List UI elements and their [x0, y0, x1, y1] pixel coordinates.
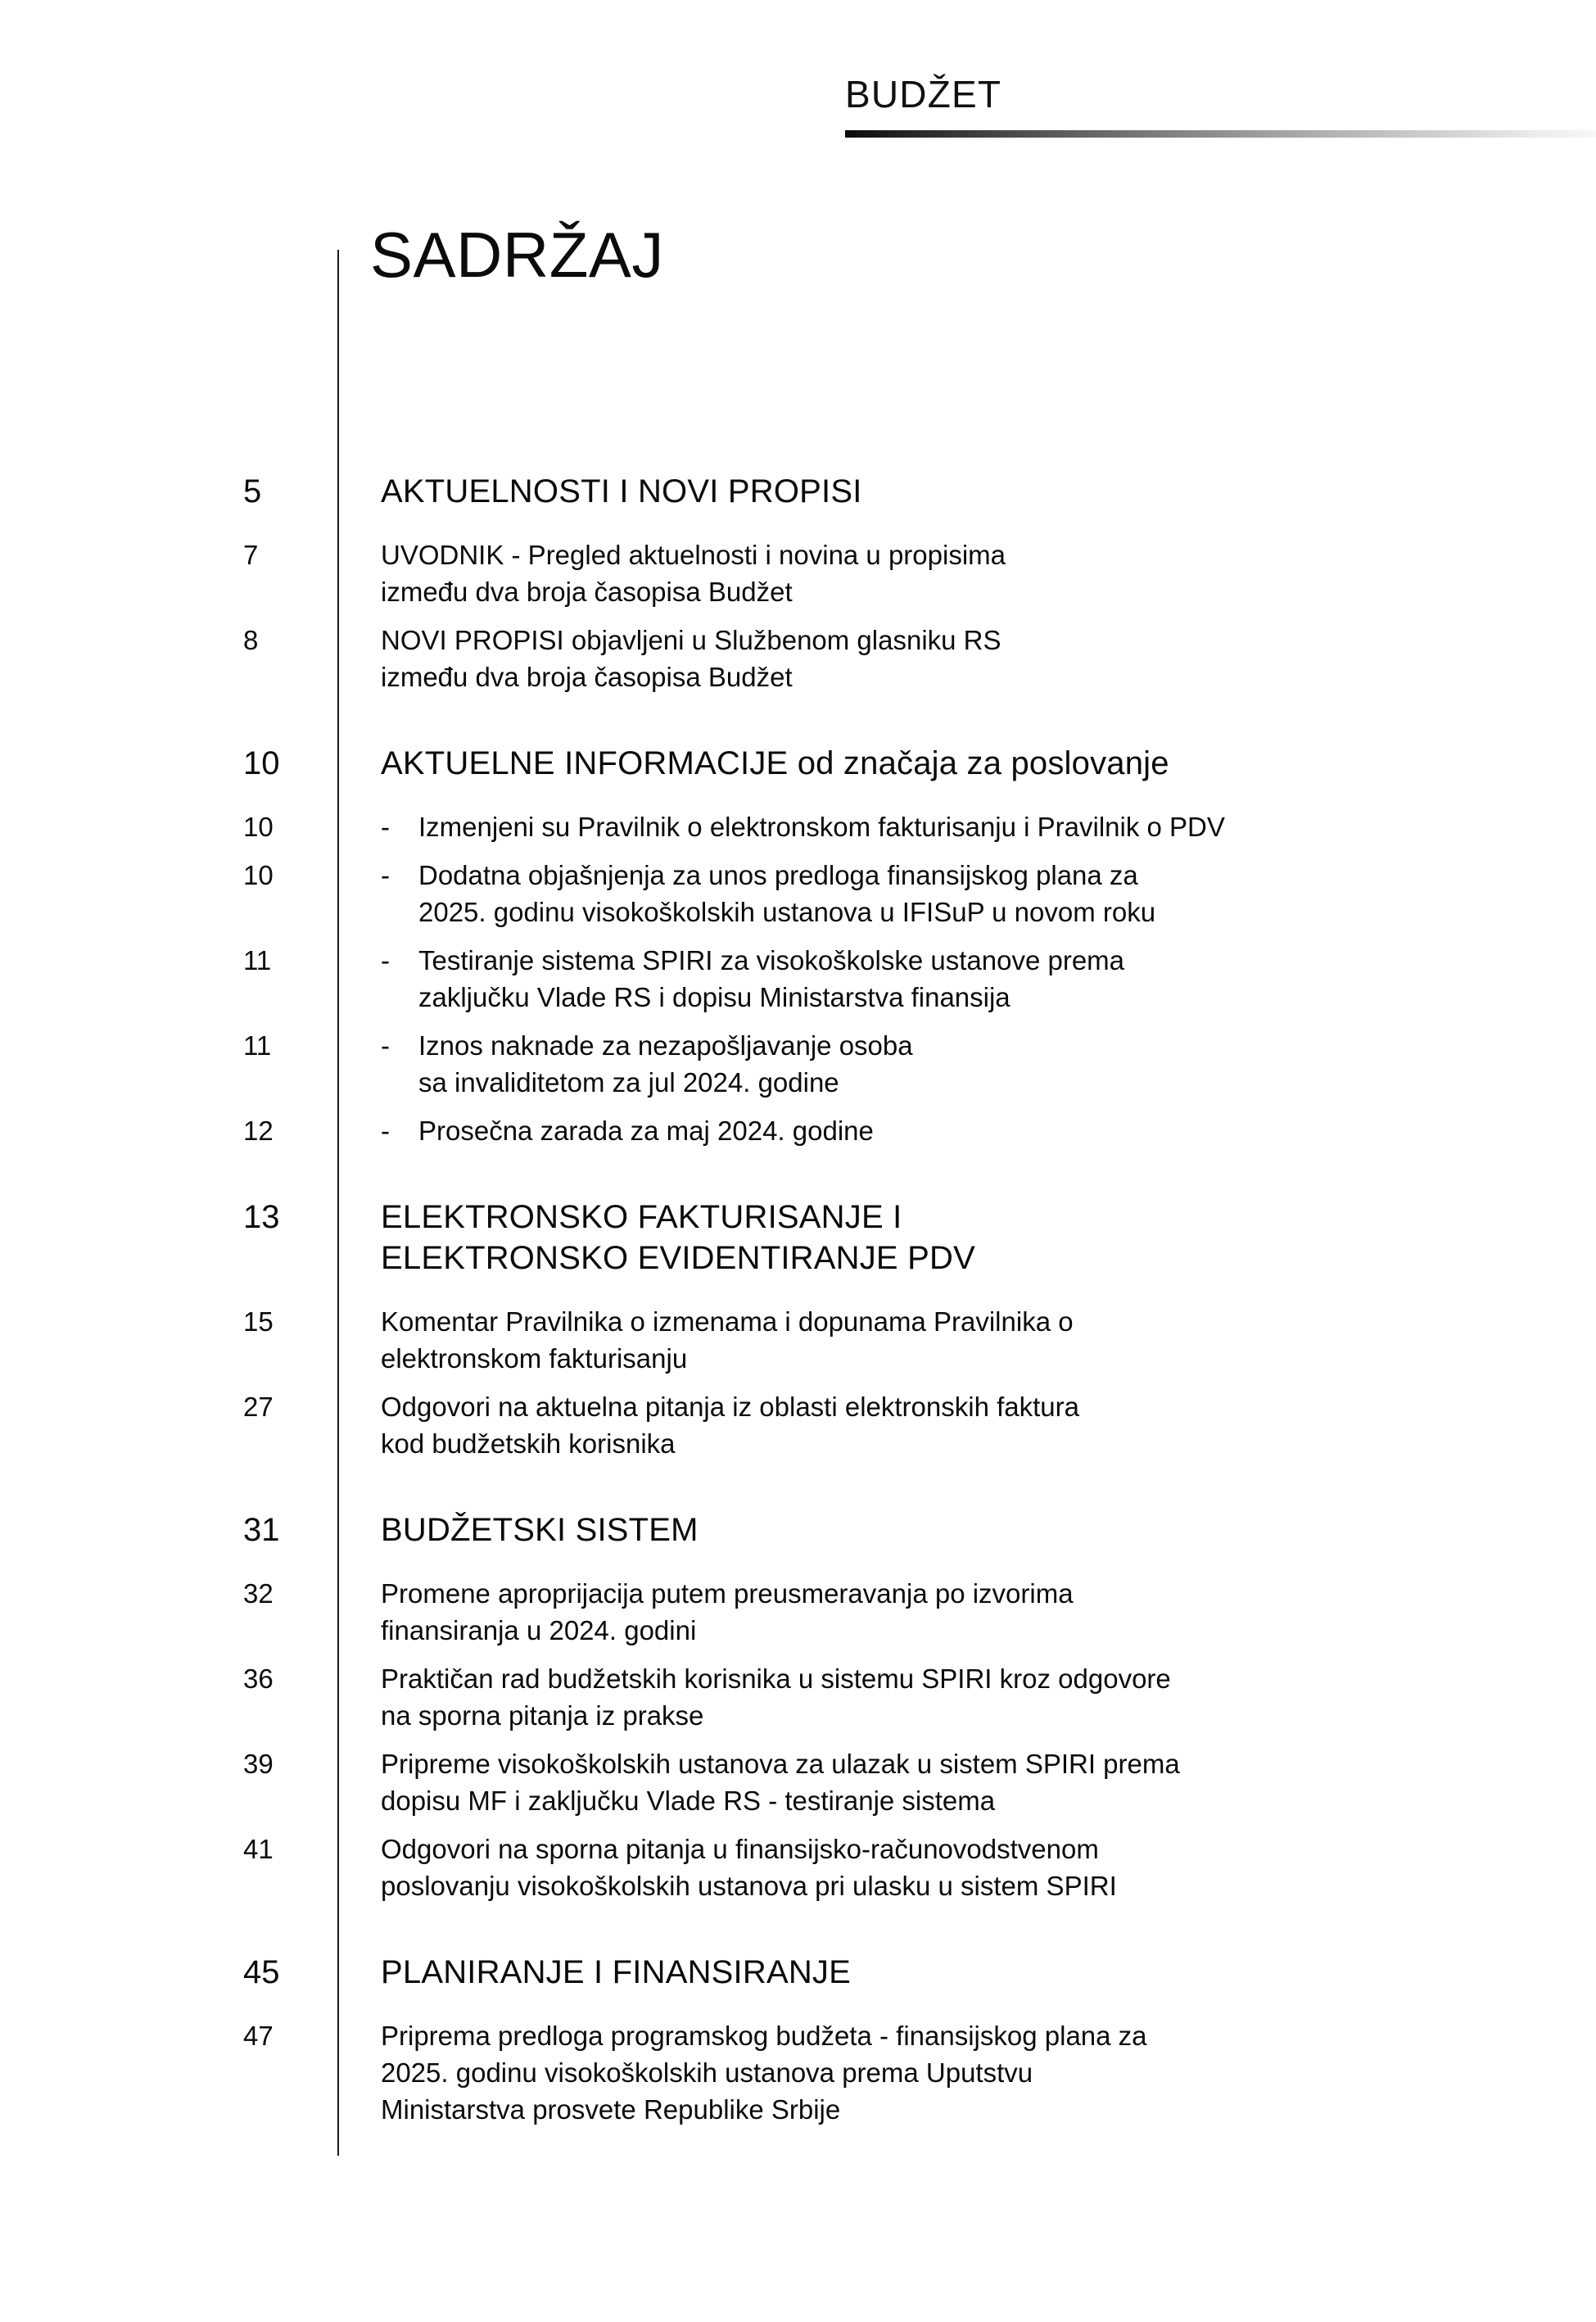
running-header-title: BUDŽET: [845, 73, 1002, 115]
toc-entry-line: PLANIRANJE I FINANSIRANJE: [381, 1954, 852, 1990]
entry-spacer: [0, 1016, 1596, 1027]
toc-entry-line: Odgovori na sporna pitanja u finansijsko-računovodstvenom: [381, 1834, 1099, 1864]
toc-entry-line: Komentar Pravilnika o izmenama i dopunama Pravilnika o: [381, 1306, 1074, 1337]
toc-entry-line: Dodatna objašnjenja za unos predloga finansijskog plana za: [418, 860, 1138, 890]
toc-entry[interactable]: [0, 622, 1596, 695]
section-spacer: [0, 695, 1596, 743]
entry-spacer: [0, 1279, 1596, 1303]
toc-page-number: 8: [243, 625, 259, 655]
toc-page-number: 32: [243, 1578, 274, 1609]
toc-entry-text: [381, 1303, 1596, 1377]
page-title: SADRŽAJ: [370, 219, 664, 291]
toc-page-number: 27: [243, 1392, 274, 1422]
toc-entry-line: AKTUELNE INFORMACIJE od značaja za poslovanje: [381, 745, 1169, 781]
toc-entry-line: sa invaliditetom za jul 2024. godine: [418, 1067, 839, 1098]
toc-entry-line: 2025. godinu visokoškolskih ustanova prema Uputstvu: [381, 2057, 1033, 2088]
toc-page-number: 10: [243, 745, 280, 781]
toc-entry[interactable]: [0, 536, 1596, 610]
toc-page-number: 13: [243, 1199, 280, 1235]
toc-entry-line: NOVI PROPISI objavljeni u Službenom glasniku RS: [381, 625, 1001, 655]
toc-entry[interactable]: [0, 1575, 1596, 1649]
toc-entry-line: Promene aproprijacija putem preusmeravanja po izvorima: [381, 1578, 1074, 1609]
toc-entry-text: [381, 1027, 1596, 1101]
toc-entry-text: [381, 1197, 1596, 1279]
toc-page-number: 36: [243, 1663, 274, 1694]
toc-page-number: 12: [243, 1116, 274, 1146]
toc-entry-line: Pripreme visokoškolskih ustanova za ulazak u sistem SPIRI prema: [381, 1749, 1180, 1779]
toc-entry-text: [381, 743, 1596, 784]
section-spacer: [0, 1149, 1596, 1197]
toc-entry[interactable]: [0, 1831, 1596, 1904]
toc-sub-entry[interactable]: [0, 942, 1596, 1016]
toc-entry-line: AKTUELNOSTI I NOVI PROPISI: [381, 473, 862, 509]
entry-spacer: [0, 1101, 1596, 1112]
toc-entry-text: [381, 1831, 1596, 1904]
toc-section-heading[interactable]: [0, 1952, 1596, 1993]
toc-section-heading[interactable]: [0, 1197, 1596, 1279]
entry-spacer: [0, 610, 1596, 622]
running-header: [0, 0, 1596, 164]
toc-entry-text: [381, 808, 1596, 845]
toc-entry-text: [381, 1388, 1596, 1462]
toc-entry-text: [381, 857, 1596, 930]
entry-spacer: [0, 1649, 1596, 1660]
toc-section-heading[interactable]: [0, 471, 1596, 512]
toc-entry-text: [381, 2017, 1596, 2128]
toc-entry-line: Izmenjeni su Pravilnik o elektronskom fakturisanju i Pravilnik o PDV: [418, 812, 1225, 842]
toc-entry-line: na sporna pitanja iz prakse: [381, 1700, 704, 1731]
toc-page-number: 11: [243, 1030, 272, 1061]
entry-spacer: [0, 930, 1596, 942]
entry-spacer: [0, 1550, 1596, 1575]
toc-entry-text: [381, 1575, 1596, 1649]
entry-spacer: [0, 512, 1596, 536]
toc-page-number: 10: [243, 812, 274, 842]
toc-entry[interactable]: [0, 1660, 1596, 1734]
toc-entry-line: Prosečna zarada za maj 2024. godine: [418, 1116, 874, 1146]
toc-entry-line: Praktičan rad budžetskih korisnika u sistemu SPIRI kroz odgovore: [381, 1663, 1171, 1694]
table-of-contents: [0, 471, 1596, 2128]
toc-entry-text: [381, 536, 1596, 610]
toc-page-number: 10: [243, 860, 274, 890]
toc-entry-line: između dva broja časopisa Budžet: [381, 662, 793, 692]
entry-spacer: [0, 1819, 1596, 1831]
toc-sub-entry[interactable]: [0, 808, 1596, 845]
section-spacer: [0, 1462, 1596, 1510]
toc-sub-entry[interactable]: [0, 1027, 1596, 1101]
toc-entry-line: kod budžetskih korisnika: [381, 1428, 676, 1459]
toc-entry-line: Ministarstva prosvete Republike Srbije: [381, 2094, 841, 2125]
toc-entry-line: ELEKTRONSKO EVIDENTIRANJE PDV: [381, 1240, 975, 1276]
entry-spacer: [0, 845, 1596, 857]
toc-entry-line: elektronskom fakturisanju: [381, 1343, 688, 1374]
toc-entry-line: zaključku Vlade RS i dopisu Ministarstva finansija: [418, 982, 1010, 1012]
toc-page-number: 15: [243, 1306, 274, 1337]
toc-page-number: 11: [243, 945, 272, 975]
toc-section-heading[interactable]: [0, 743, 1596, 784]
toc-entry-text: [381, 1510, 1596, 1550]
toc-page-number: 41: [243, 1834, 274, 1864]
toc-entry-line: 2025. godinu visokoškolskih ustanova u IFISuP u novom roku: [418, 897, 1156, 927]
toc-page-number: 31: [243, 1512, 280, 1548]
toc-entry-line: dopisu MF i zaključku Vlade RS - testiranje sistema: [381, 1786, 996, 1816]
entry-spacer: [0, 1734, 1596, 1745]
toc-entry-text: [381, 471, 1596, 512]
toc-entry[interactable]: [0, 2017, 1596, 2128]
toc-entry-text: [381, 1112, 1596, 1149]
toc-bullet-dash: -: [381, 1030, 390, 1061]
toc-sub-entry[interactable]: [0, 1112, 1596, 1149]
toc-entry[interactable]: [0, 1388, 1596, 1462]
toc-entry-text: [381, 942, 1596, 1016]
entry-spacer: [0, 1993, 1596, 2017]
entry-spacer: [0, 1377, 1596, 1388]
toc-bullet-dash: -: [381, 1116, 390, 1146]
toc-entry[interactable]: [0, 1303, 1596, 1377]
toc-entry[interactable]: [0, 1745, 1596, 1819]
toc-bullet-dash: -: [381, 812, 390, 842]
toc-page-number: 7: [243, 540, 259, 570]
toc-entry-line: finansiranja u 2024. godini: [381, 1615, 697, 1645]
section-spacer: [0, 1904, 1596, 1952]
toc-sub-entry[interactable]: [0, 857, 1596, 930]
toc-page-number: 47: [243, 2021, 274, 2051]
toc-entry-line: UVODNIK - Pregled aktuelnosti i novina u propisima: [381, 540, 1006, 570]
toc-entry-text: [381, 622, 1596, 695]
toc-entry-line: Odgovori na aktuelna pitanja iz oblasti elektronskih faktura: [381, 1392, 1079, 1422]
toc-entry-text: [381, 1660, 1596, 1734]
toc-entry-text: [381, 1745, 1596, 1819]
toc-entry-text: [381, 1952, 1596, 1993]
toc-bullet-dash: -: [381, 945, 390, 975]
toc-entry-line: Testiranje sistema SPIRI za visokoškolske ustanove prema: [418, 945, 1125, 975]
toc-entry-line: između dva broja časopisa Budžet: [381, 577, 793, 607]
toc-entry-line: Priprema predloga programskog budžeta - finansijskog plana za: [381, 2021, 1147, 2051]
toc-entry-line: poslovanju visokoškolskih ustanova pri ulasku u sistem SPIRI: [381, 1871, 1117, 1901]
toc-entry-line: ELEKTRONSKO FAKTURISANJE I: [381, 1199, 902, 1235]
toc-entry-line: Iznos naknade za nezapošljavanje osoba: [418, 1030, 913, 1061]
toc-section-heading[interactable]: [0, 1510, 1596, 1550]
toc-page-number: 45: [243, 1954, 280, 1990]
header-gradient-rule: [845, 130, 1596, 138]
toc-entry-line: BUDŽETSKI SISTEM: [381, 1512, 699, 1548]
toc-bullet-dash: -: [381, 860, 390, 890]
toc-page-number: 5: [243, 473, 262, 509]
toc-page-number: 39: [243, 1749, 274, 1779]
entry-spacer: [0, 784, 1596, 808]
